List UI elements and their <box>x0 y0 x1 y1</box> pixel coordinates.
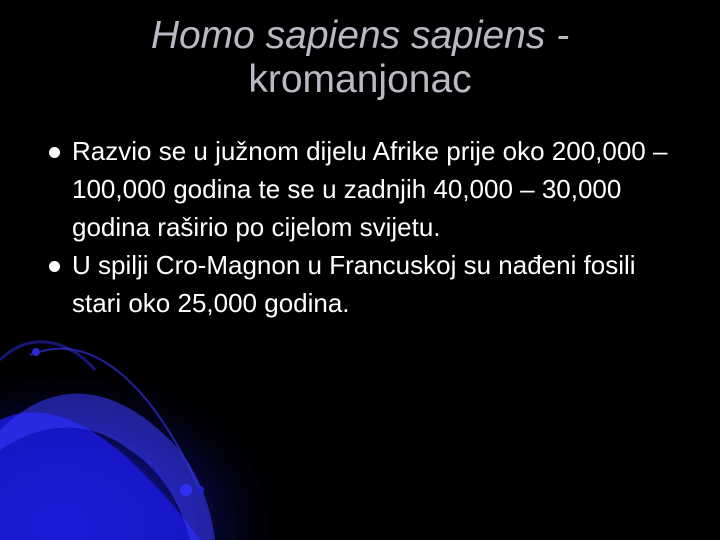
slide-title <box>60 14 660 102</box>
title-line-2: kromanjonac <box>248 58 472 101</box>
bullet-text: Razvio se u južnom dijelu Afrike prije oko 200,000 – 100,000 godina te se u zadnjih 40,000 – 30,000 godina raširio po cijelom svijetu. <box>72 136 668 242</box>
bullet-item <box>40 132 680 246</box>
decor-dot-3 <box>196 486 204 494</box>
bullet-dot-icon <box>49 147 60 158</box>
bullet-text: U spilji Cro-Magnon u Francuskoj su nađeni fosili stari oko 25,000 godina. <box>72 250 636 318</box>
decor-dot-1 <box>32 348 40 356</box>
bullet-dot-icon <box>49 261 60 272</box>
decor-dot-2 <box>180 484 192 496</box>
bullet-item <box>40 246 680 322</box>
bullet-list <box>40 132 680 322</box>
title-line-1: Homo sapiens sapiens - <box>150 14 570 57</box>
